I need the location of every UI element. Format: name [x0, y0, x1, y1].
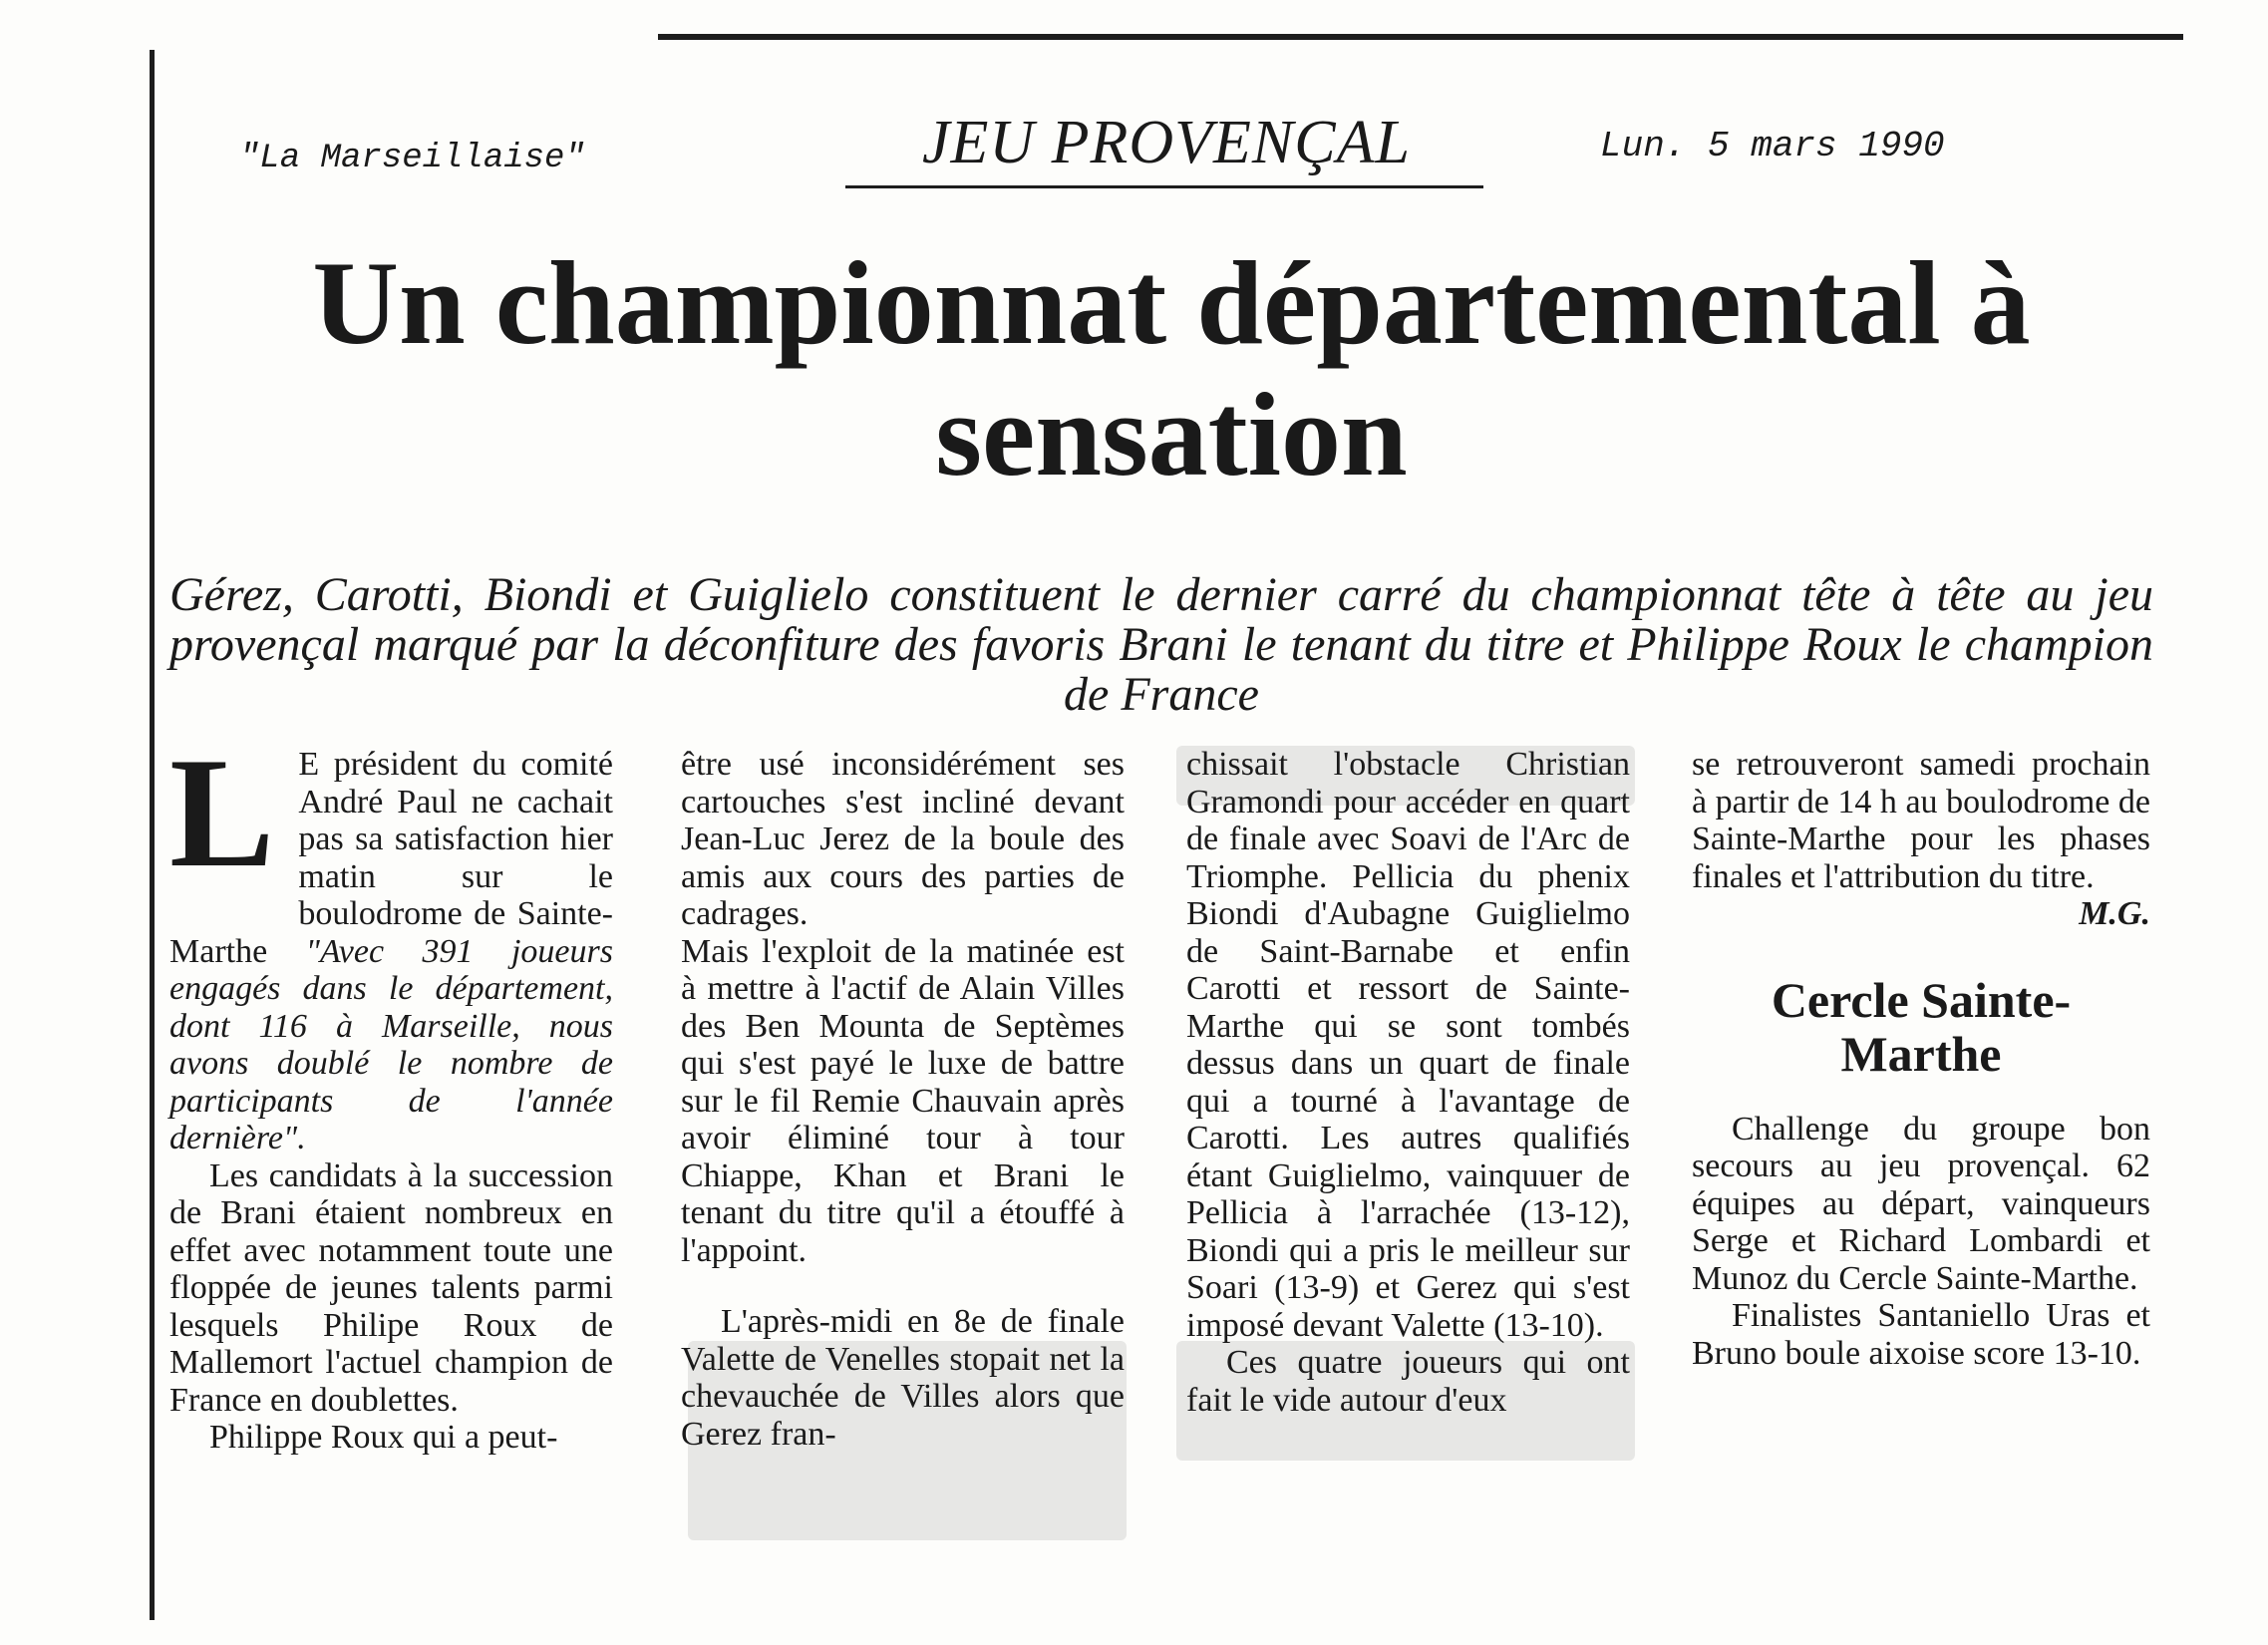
paragraph: L'après-midi en 8e de finale Valette de Venelles stopait net la chevauchée de Villes alors que Gerez fran- — [681, 1303, 1125, 1453]
section-rubric: JEU PROVENÇAL — [922, 109, 1411, 176]
quote: "Avec 391 joueurs engagés dans le département, dont 116 à Marseille, nous avons doublé le nombre de participants de l'année dernière". — [169, 932, 613, 1156]
sidebar-title: Cercle Sainte-Marthe — [1771, 971, 2072, 1082]
paragraph: Challenge du groupe bon secours au jeu provençal. 62 équipes au départ, vainqueurs Serge et Richard Lombardi et Munoz du Cercle Sainte-Marthe. — [1692, 1110, 2150, 1297]
left-rule — [150, 50, 155, 1620]
newspaper-source: "La Marseillaise" — [239, 140, 585, 177]
drop-cap: L — [169, 726, 275, 900]
column-3 — [1186, 746, 1630, 1419]
signature: M.G. — [2079, 895, 2150, 932]
paragraph: Mais l'exploit de la matinée est à mettre à l'actif de Alain Villes des Ben Mounta de Septèmes qui s'est payé le luxe de battre sur le fil Remie Chauvain après avoir éliminé tour à tour Chiappe, Khan et Brani le tenant du titre qu'il a étouffé à l'appoint. — [681, 932, 1125, 1269]
column-2 — [681, 746, 1125, 1453]
publication-date: Lun. 5 mars 1990 — [1600, 126, 1945, 166]
paragraph: se retrouveront samedi prochain à partir de 14 h au boulodrome de Sainte-Marthe pour les phases finales et l'attribution du titre. — [1692, 746, 2150, 895]
rubric-underline — [845, 185, 1483, 188]
paragraph: Finalistes Santaniello Uras et Bruno boule aixoise score 13-10. — [1692, 1297, 2150, 1372]
paragraph: être usé inconsidérément ses cartouches s'est incliné devant Jean-Luc Jerez de la boule des amis aux cours des parties de cadrages. — [681, 746, 1125, 932]
column-1 — [169, 726, 613, 1457]
top-rule — [658, 34, 2183, 40]
paragraph-lead: E président du comité André Paul ne cachait pas sa satisfaction hier matin sur le boulodrome de Sainte-Marthe — [169, 746, 613, 970]
paragraph: Ces quatre joueurs qui ont fait le vide autour d'eux — [1186, 1344, 1630, 1419]
paragraph: Philippe Roux qui a peut- — [209, 1419, 558, 1456]
paragraph: Les candidats à la succession de Brani étaient nombreux en effet avec notamment toute une floppée de jeunes talents parmi lesquels Philipe Roux de Mallemort l'actuel champion de France en doublettes. — [169, 1156, 613, 1419]
column-4 — [1692, 746, 2150, 1372]
paragraph: chissait l'obstacle Christian Gramondi pour accéder en quart de finale avec Soavi de l'Arc de Triomphe. Pellicia du phenix Biondi d'Aubagne Guiglielmo de Saint-Barnabe et enfin Carotti et ressort de Sainte-Marthe qui se sont tombés dessus dans un quart de finale qui a tourné à l'avantage de Carotti. Les autres qualifiés étant Guiglielmo, vainquuer de Pellicia à l'arrachée (13-12), Biondi qui a pris le meilleur sur Soari (13-9) et Gerez qui s'est imposé devant Valette (13-10). — [1186, 746, 1630, 1344]
deck: Gérez, Carotti, Biondi et Guiglielo constituent le dernier carré du championnat tête à tête au jeu provençal marqué par la déconfiture des favoris Brani le tenant du titre et Philippe Roux le champion de France — [169, 568, 2153, 721]
headline: Un championnat départemental à sensation — [312, 236, 2031, 500]
